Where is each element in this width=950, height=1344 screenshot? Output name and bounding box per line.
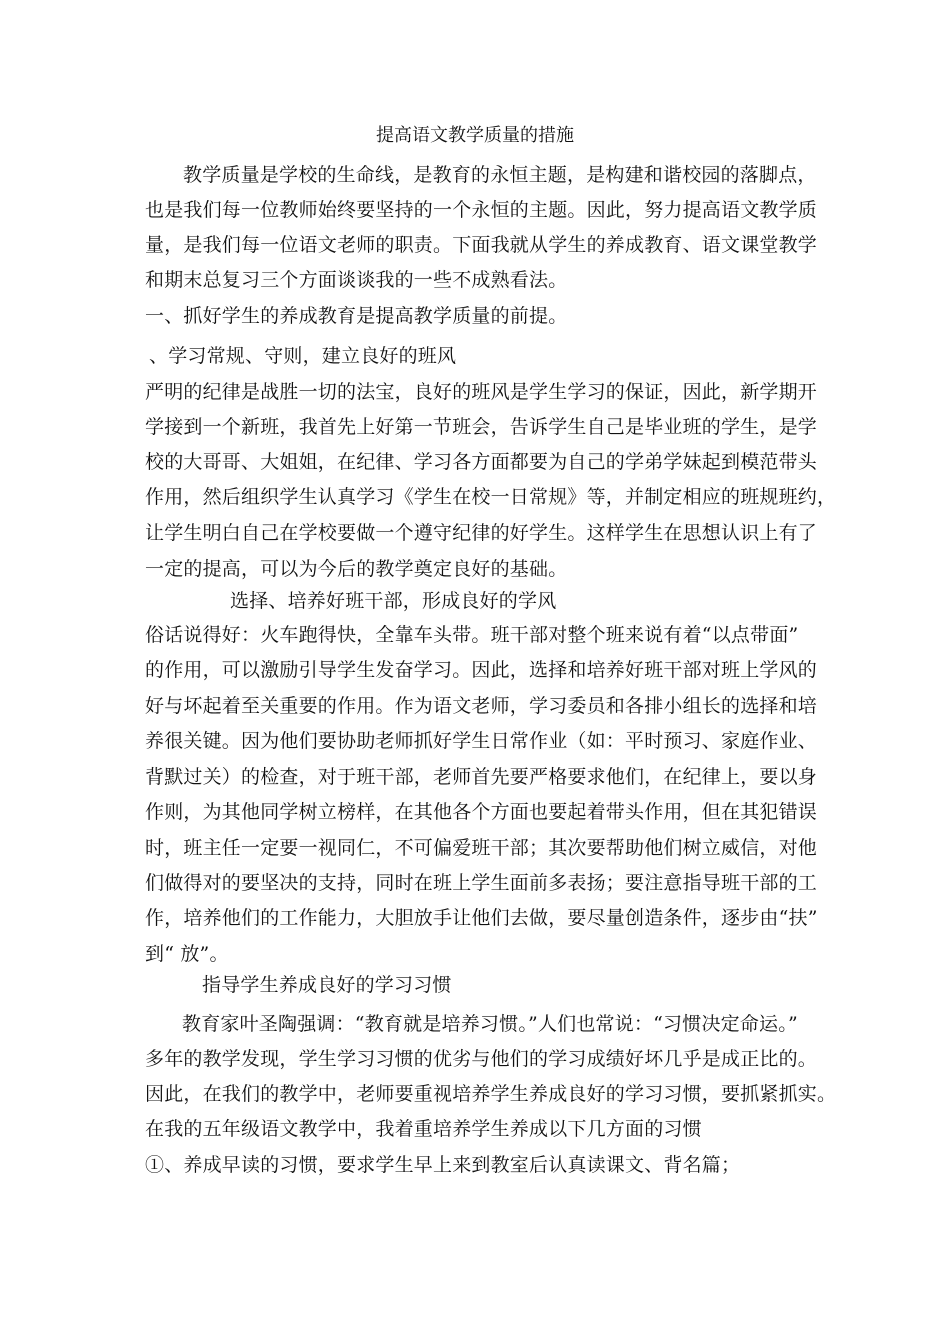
paragraph-line: 作，培养他们的工作能力，大胆放手让他们去做，要尽量创造条件，逐步由“扶”	[145, 907, 818, 929]
paragraph-line: 教育家叶圣陶强调：“教育就是培养习惯。”人们也常说：“习惯决定命运。”	[182, 1013, 798, 1035]
paragraph-line: 好与坏起着至关重要的作用。作为语文老师，学习委员和各排小组长的选择和培	[145, 695, 818, 717]
paragraph-line: 严明的纪律是战胜一切的法宝，良好的班风是学生学习的保证，因此，新学期开	[145, 381, 818, 403]
paragraph-line: 教学质量是学校的生命线，是教育的永恒主题，是构建和谐校园的落脚点，	[183, 164, 817, 186]
paragraph-line: 时，班主任一定要一视同仁，不可偏爱班干部；其次要帮助他们树立威信，对他	[145, 837, 818, 859]
paragraph-line: 学接到一个新班，我首先上好第一节班会，告诉学生自己是毕业班的学生，是学	[145, 416, 818, 438]
paragraph-line: 到“ 放”。	[145, 943, 229, 965]
subsection-heading: 、学习常规、守则，建立良好的班风	[149, 345, 457, 367]
paragraph-line: 的作用，可以激励引导学生发奋学习。因此，选择和培养好班干部对班上学风的	[145, 659, 818, 681]
paragraph-line: 作则，为其他同学树立榜样，在其他各个方面也要起着带头作用，但在其犯错误	[145, 801, 818, 823]
section-heading: 一、抓好学生的养成教育是提高教学质量的前提。	[145, 305, 568, 327]
subsection-heading: 指导学生养成良好的学习习惯	[202, 974, 452, 996]
paragraph-line: 俗话说得好：火车跑得快，全靠车头带。班干部对整个班来说有着“以点带面”	[145, 624, 799, 646]
paragraph-line: 量，是我们每一位语文老师的职责。下面我就从学生的养成教育、语文课堂教学	[145, 234, 818, 256]
subsection-heading: 选择、培养好班干部，形成良好的学风	[230, 590, 557, 612]
paragraph-line: 和期末总复习三个方面谈谈我的一些不成熟看法。	[145, 269, 568, 291]
paragraph-line: 多年的教学发现，学生学习习惯的优劣与他们的学习成绩好坏几乎是成正比的。	[145, 1048, 818, 1070]
paragraph-line: 背默过关）的检查，对于班干部，老师首先要严格要求他们，在纪律上，要以身	[145, 766, 818, 788]
document-title: 提高语文教学质量的措施	[376, 125, 574, 146]
paragraph-line: 在我的五年级语文教学中，我着重培养学生养成以下几方面的习惯	[145, 1118, 702, 1140]
paragraph-line: 校的大哥哥、大姐姐，在纪律、学习各方面都要为自己的学弟学妹起到模范带头	[145, 451, 818, 473]
paragraph-line: 也是我们每一位教师始终要坚持的一个永恒的主题。因此，努力提高语文教学质	[145, 199, 818, 221]
paragraph-line: 作用，然后组织学生认真学习《学生在校一日常规》等，并制定相应的班规班约，	[145, 486, 837, 508]
paragraph-line: 们做得对的要坚决的支持，同时在班上学生面前多表扬；要注意指导班干部的工	[145, 872, 818, 894]
paragraph-line: 让学生明白自己在学校要做一个遵守纪律的好学生。这样学生在思想认识上有了	[145, 522, 818, 544]
paragraph-line: 一定的提高，可以为今后的教学奠定良好的基础。	[145, 558, 568, 580]
list-item: ①、养成早读的习惯，要求学生早上来到教室后认真读课文、背名篇；	[145, 1154, 741, 1176]
paragraph-line: 养很关键。因为他们要协助老师抓好学生日常作业（如：平时预习、家庭作业、	[145, 730, 818, 752]
paragraph-line: 因此，在我们的教学中，老师要重视培养学生养成良好的学习习惯，要抓紧抓实。	[145, 1083, 837, 1105]
